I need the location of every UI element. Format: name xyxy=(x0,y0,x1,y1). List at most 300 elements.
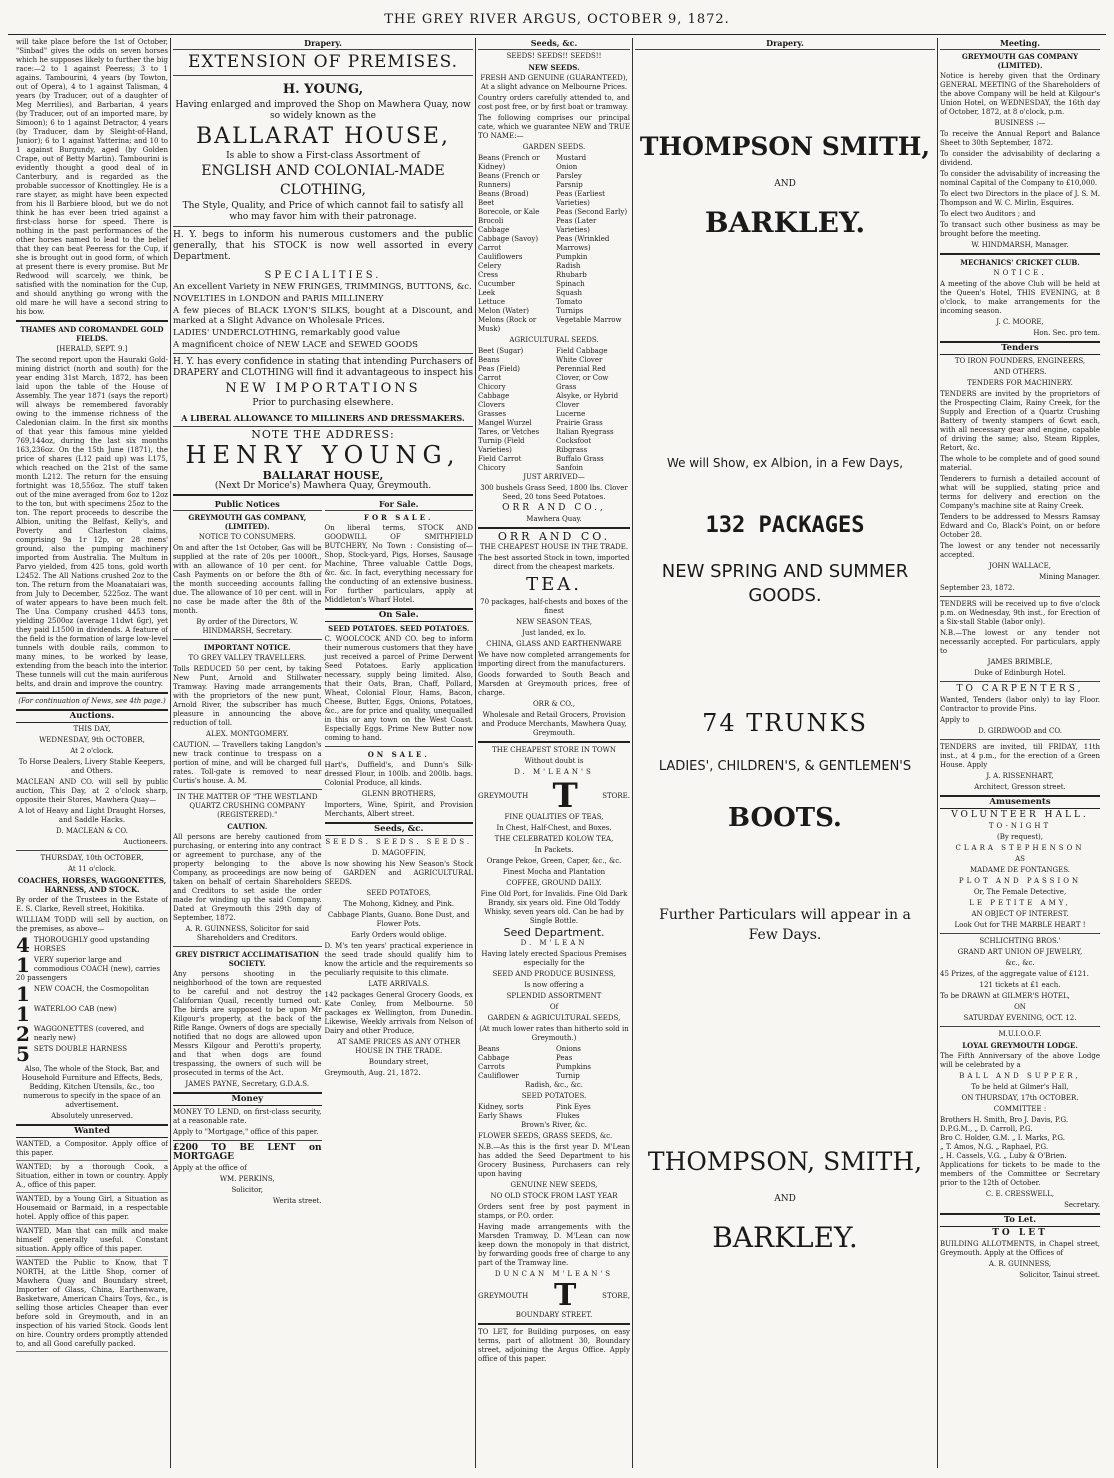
public-notices-heading: Public Notices xyxy=(173,499,322,511)
muioof: M.U.I.O.O.F. xyxy=(998,1030,1042,1038)
garden-seeds-list xyxy=(478,154,630,334)
seed-item: Carrot xyxy=(478,244,502,252)
column-1 xyxy=(16,38,168,1468)
seed-item: Borecole, or Kale xyxy=(478,208,540,216)
late-arrivals-body: 142 packages General Grocery Goods, ex Kate Conley, from Melbourne. 50 packages ex Wellington, from Dunedin. Likewise, Weekly arrivals from Nelson of Dairy and other Produce, xyxy=(324,991,473,1035)
mining-manager: Mining Manager. xyxy=(1039,573,1100,581)
auction2-unreserved: Absolutely unreserved. xyxy=(51,1112,133,1120)
seed-item: Pumpkins xyxy=(556,1063,591,1071)
drapery-heading-4: Drapery. xyxy=(635,38,935,50)
cresswell: C. E. CRESSWELL, xyxy=(985,1190,1055,1198)
auction-to: To Horse Dealers, Livery Stable Keepers, and Others. xyxy=(18,758,166,775)
john-wallace: JOHN WALLACE, xyxy=(989,562,1051,570)
auction2-also: Also, The whole of the Stock, Bar, and Household Furniture and Effects, Beds, Bedding, Kitchen Utensils, &c., too numerous to specify in the space of an advertisement. xyxy=(21,1065,163,1109)
seed-item: Celery xyxy=(478,262,502,270)
to-night: TO-NIGHT xyxy=(988,822,1052,830)
money-solicitor: Solicitor, xyxy=(231,1186,263,1194)
thompson-smith-2: THOMPSON, SMITH, xyxy=(647,1147,923,1176)
grand-art-union: GRAND ART UNION OF JEWELRY, xyxy=(957,948,1083,956)
guinness-title: Solicitor, Tainui street. xyxy=(1019,1271,1100,1279)
gas-meeting-signature: W. HINDMARSH, Manager. xyxy=(971,241,1069,249)
business-item: To elect two Auditors ; and xyxy=(940,210,1036,218)
loyal-body: The Fifth Anniversary of the above Lodge will be celebrated by a xyxy=(940,1052,1100,1069)
money-street: Werita street. xyxy=(272,1197,322,1205)
continued-note: (For continuation of News, see 4th page.) xyxy=(18,697,166,705)
following-comprises: The following comprises our principal cate, which we guarantee NEW and TRUE TO NAME:— xyxy=(478,114,630,140)
seed-item: Beans xyxy=(478,1045,500,1053)
column-2 xyxy=(173,38,473,1468)
young-allowance: A LIBERAL ALLOWANCE TO MILLINERS AND DRESSMAKERS. xyxy=(181,413,465,423)
gas-meeting-body: Notice is hereby given that the Ordinary GENERAL MEETING of the Shareholders of the above Company will be held at Kilgour's Union Hotel, on WEDNESDAY, the 16th day of October, 1872, at 8 o'clock, p.m. xyxy=(940,72,1100,116)
marble-heart: Look Out for THE MARBLE HEART ! xyxy=(954,921,1086,929)
auction-day: THIS DAY, xyxy=(73,725,111,733)
committee-member: „ T. Amos, N.G. „ Raphael, P.G. xyxy=(940,1143,1049,1151)
drapery-heading: Drapery. xyxy=(173,38,473,50)
t-logo-2: T xyxy=(554,1278,577,1313)
magoffin-early: Early Orders would oblige. xyxy=(350,931,447,939)
lot-text: SETS DOUBLE HARNESS xyxy=(33,1045,128,1053)
note-address: NOTE THE ADDRESS: xyxy=(251,428,395,441)
greymouth-label: GREYMOUTH xyxy=(478,791,529,800)
radish: Radish, &c., &c. xyxy=(524,1081,584,1089)
caution-travellers: CAUTION. — Travellers taking Langdon's new track continue to trespass on a portion of mine, and will be charged full rates. Toll-gate is removed to near Curtis's house. A. M. xyxy=(173,741,322,785)
seed-item: Turnip xyxy=(556,1072,580,1080)
to-let-body: BUILDING ALLOTMENTS, in Chapel street, Greymouth. Apply at the Offices of xyxy=(940,1240,1100,1257)
madame-fontanges: MADAME DE FONTANGES. xyxy=(970,866,1070,874)
orders-free: Orders sent free by post payment in stamps, or P.O. order. xyxy=(478,1203,630,1220)
young-stock: H. Y. begs to inform his numerous customers and the public generally, that his STOCK is now well assorted in every Department. xyxy=(173,230,473,262)
seed-item: Beans (French or Kidney) xyxy=(478,154,540,171)
tenders-machinery: TENDERS FOR MACHINERY. xyxy=(967,379,1073,387)
seed-item: Cauliflowers xyxy=(478,253,523,261)
cresswell-title: Secretary. xyxy=(1064,1201,1100,1209)
best-stock: The best assorted Stock in town, imported direct from the cheapest markets. xyxy=(478,554,630,571)
business-item: To elect two Directors in the place of J. S. M. Thompson and W. C. Mirlin, Esquires. xyxy=(940,190,1100,207)
new-seeds: NEW SEEDS. xyxy=(528,63,580,72)
speciality-item: A few pieces of BLACK LYON'S SILKS, bought at a Discount, and marked at a Slight Advance on Wholesale Prices. xyxy=(173,306,473,326)
drawn-at: To be DRAWN at GILMER'S HOTEL, xyxy=(940,992,1070,1000)
money-to-lend: MONEY TO LEND, on first-class security, at a reasonable rate. xyxy=(173,1108,322,1125)
gas-notice: NOTICE TO CONSUMERS. xyxy=(198,533,296,541)
to-let-notice: TO LET, for Building purposes, on easy terms, part of allotment 30, Boundary street, adjoining the Argus Office. Apply office of this paper. xyxy=(478,1328,630,1363)
just-arrived-body: 300 bushels Grass Seed, 1800 lbs. Clover Seed, 20 tons Seed Potatoes. xyxy=(480,484,628,501)
in-chest: In Chest, Half-Chest, and Boxes. xyxy=(496,824,612,832)
seed-item: Italian Ryegrass xyxy=(556,428,614,436)
orr-co-3: ORR & CO., xyxy=(532,700,576,708)
seed-item: Chicory xyxy=(478,464,506,472)
same-prices: AT SAME PRICES AS ANY OTHER HOUSE IN THE TRADE. xyxy=(337,1038,461,1055)
seed-item: White Clover xyxy=(556,356,603,364)
seed-item: Carrot xyxy=(478,374,502,382)
magoffin-potatoes-3: Cabbage Plants, Guano. Bone Dust, and Flower Pots. xyxy=(327,911,470,928)
auction2-title: COACHES, HORSES, WAGGONETTES, HARNESS, AND STOCK. xyxy=(17,876,167,894)
fresh-genuine: FRESH AND GENUINE (GUARANTEED), At a slight advance on Melbourne Prices. xyxy=(480,74,628,91)
seed-item: Chicory xyxy=(478,383,506,391)
tenders-date: September 23, 1872. xyxy=(940,584,1015,592)
gas-signature: By order of the Directors, W. HINDMARSH, Secretary. xyxy=(196,618,299,635)
column-4 xyxy=(635,38,935,1468)
orange-pekoe: Orange Pekoe, Green, Caper, &c., &c. xyxy=(486,857,622,865)
auction-lot xyxy=(16,985,168,1003)
young-prior: Prior to purchasing elsewhere. xyxy=(252,398,394,408)
seed-item: Beet (Sugar) xyxy=(478,347,524,355)
to-let-heading: To Let. xyxy=(940,1213,1100,1227)
westland-caution: CAUTION. xyxy=(227,822,268,831)
column-rule xyxy=(170,38,171,1468)
tenders-stable: TENDERS will be received up to five o'clock p.m. on Wednesday, 9th inst., for Erection of a Six-stall Stable (labor only). xyxy=(940,600,1100,626)
orr-co-body: Wholesale and Retail Grocers, Provision and Produce Merchants, Mawhera Quay, Greymouth. xyxy=(481,711,627,737)
seed-item: Parsley xyxy=(556,172,582,180)
seed-item: Cress xyxy=(478,271,499,279)
wanted-ad: WANTED, Man that can milk and make himself generally useful. Constant situation. Apply office of this paper. xyxy=(16,1227,168,1257)
no-old-stock: NO OLD STOCK FROM LAST YEAR xyxy=(490,1192,618,1200)
seed-item: Peas (Earliest Varieties) xyxy=(556,190,605,207)
lot-count: 1 xyxy=(16,1005,30,1023)
late-arrivals: LATE ARRIVALS. xyxy=(368,980,430,988)
seed-item: Peas (Field) xyxy=(478,365,520,373)
seed-item: Peas (Later Varieties) xyxy=(556,217,597,234)
rissenhart: J. A. RISSENHART, xyxy=(986,772,1054,780)
seed-item: Field Carrot xyxy=(478,455,522,463)
and-2: AND xyxy=(774,1194,796,1204)
girdwood: D. GIRDWOOD and CO. xyxy=(978,727,1062,735)
seed-item: Sanfoin xyxy=(556,464,584,472)
auction-date: WEDNESDAY, 9th OCTOBER, xyxy=(39,736,145,744)
committee-member: „ H. Cassels, V.G. „ Luby & O'Brien. xyxy=(940,1152,1067,1160)
and-1: AND xyxy=(774,179,796,189)
in-packets: In Packets. xyxy=(534,846,574,854)
to-carpenters: TO CARPENTERS, xyxy=(956,684,1084,694)
mechanics-cricket: MECHANICS' CRICKET CLUB. xyxy=(960,258,1080,267)
seed-item: Vegetable Marrow xyxy=(556,316,622,324)
column-rule xyxy=(475,38,476,1468)
business-item: To receive the Annual Report and Balance Sheet to 30th September, 1872. xyxy=(940,130,1100,147)
lot-count: 5 xyxy=(16,1045,30,1063)
of-label: Of xyxy=(549,1003,559,1011)
business-item: To consider the advisability of increasing the nominal Capital of the Company to £10,000. xyxy=(940,170,1100,187)
t-logo: T xyxy=(552,776,578,816)
tickets: 121 tickets at £1 each. xyxy=(979,981,1061,989)
gilmers-hall: To be held at Gilmer's Hall, xyxy=(971,1083,1069,1091)
seed-item: Pink Eyes xyxy=(556,1103,591,1111)
business-label: BUSINESS :— xyxy=(994,119,1046,127)
seed-item: Carrots xyxy=(478,1063,505,1071)
new-importations: NEW IMPORTATIONS xyxy=(225,381,421,396)
seed-item: Buffalo Grass xyxy=(556,455,604,463)
seed-item: Spinach xyxy=(556,280,585,288)
boundary-street-3: BOUNDARY STREET. xyxy=(515,1311,593,1319)
young-style: The Style, Quality, and Price of which cannot fail to satisfy all who may favor him with their patronage. xyxy=(182,201,464,222)
wanted-ad: WANTED, by a Young Girl, a Situation as Housemaid or Barmaid, in a respectable hotel. Apply office of this paper. xyxy=(16,1195,168,1225)
seeds-heading-3: Seeds, &c. xyxy=(478,38,630,50)
iron-founders: TO IRON FOUNDERS, ENGINEERS, xyxy=(954,357,1086,365)
auction2-body: WILLIAM TODD will sell by auction, on the premises, as above— xyxy=(16,916,168,933)
object-interest: AN OBJECT OF INTEREST. xyxy=(971,910,1069,918)
wanted-ad: WANTED the Public to Know, that T NORTH, at the Little Shop, corner of Mawhera Quay and Boundary street, Importer of Glass, China, Earthenware, Basketware, American Chairs Toys, &c., is selling those articles Cheaper than ever before sold in Greymouth, and in an inspection of his varied Stock. Goods lent on hire. Country orders promptly attended to, and all Good carefully packed. xyxy=(16,1259,168,1352)
tenders-address: Tenders to be addressed to Messrs Ramsay Edward and Co, Black's Point, on or before October 28. xyxy=(940,513,1100,539)
committee-label: COMMITTEE : xyxy=(993,1105,1047,1113)
westland-matter: IN THE MATTER OF "THE WESTLAND QUARTZ CRUSHING COMPANY (REGISTERED)." xyxy=(177,793,318,819)
glenn-brothers: GLENN BROTHERS, xyxy=(361,790,436,798)
volunteer-hall: VOLUNTEER HALL. xyxy=(951,810,1089,820)
tenders-lowest: The lowest or any tender not necessarily accepted. xyxy=(940,542,1100,559)
tenders-greenhouse: TENDERS are invited, till FRIDAY, 11th inst., at 4 p.m., for the erection of a Green House. Apply xyxy=(940,743,1100,769)
seed-item: Lettuce xyxy=(478,298,505,306)
auction-signature: D. MACLEAN & CO. xyxy=(56,827,128,835)
seed-item: Mustard xyxy=(556,154,587,162)
seed-item: Onion xyxy=(556,163,578,171)
magoffin: D. MAGOFFIN, xyxy=(371,849,426,857)
trunks: 74 TRUNKS xyxy=(702,709,868,737)
seed-item: Peas (Second Early) xyxy=(556,208,628,216)
dept-body: Having lately erected Spacious Premises especially for the xyxy=(481,950,627,967)
seed-item: Cabbage (Savoy) xyxy=(478,235,539,243)
seed-item: Prairie Grass xyxy=(556,419,603,427)
acclimatisation-body: Any persons shooting in the neighborhood of the town are requested to be careful and not destroy the Californian Quail, recently turned out. The birds are supposed to be upon Mr Kilgour's property, at the back of the Rifle Range. Owners of dogs are specially notified that no dogs are allowed upon Messrs Kilgour and Perotti's property, and that when dogs are found trespassing, the owners of such will be prosecuted in terms of the Act. xyxy=(173,970,322,1077)
petite-amy: LE PETITE AMY, xyxy=(969,899,1071,907)
clara-stephenson: CLARA STEPHENSON xyxy=(955,844,1085,852)
lot-text: VERY superior large and commodious COACH (new), carries 20 passengers xyxy=(16,956,160,982)
gas-company-meeting: GREYMOUTH GAS COMPANY (LIMITED). xyxy=(961,52,1079,70)
specialities: SPECIALITIES. xyxy=(264,270,382,281)
young-confidence: H. Y. has every confidence in stating that intending Purchasers of DRAPERY and CLOTHING will find it advantageous to inspect his xyxy=(173,357,473,378)
seed-item: Pumpkin xyxy=(556,253,588,261)
thursday-october: ON THURSDAY, 17th OCTOBER. xyxy=(961,1094,1079,1102)
wanted-ad: WANTED; by a thorough Cook, a Situation, either in town or country. Apply A., office of this paper. xyxy=(16,1163,168,1193)
seed-item: Turnip (Field Varieties) xyxy=(478,437,525,454)
important-body: Tolls REDUCED 50 per cent, by taking New Punt, Arnold and Stillwater Tramway. Having made arrangements with the proprietors of the new punt, Arnold River, the subscriber has much pleasure in announcing the above reduction of toll. xyxy=(173,665,322,727)
we-will-show: We will Show, ex Albion, in a Few Days, xyxy=(666,456,904,470)
woolcock-body: C. WOOLCOCK AND CO. beg to inform their numerous customers that they have just received a parcel of Prime Derwent Seed Potatoes. Early application necessary, supply being limited. Also, that their Oats, Bran, Chaff, Pollard, Wheat, Colonial Flour, Hams, Bacon, Cheese, Butter, Eggs, Onions, Potatoes, &c., are for price and quality, unequalled in this or any town on the West Coast. Especially Eggs. Prime New Butter now coming to hand. xyxy=(324,635,473,742)
lot-count: 1 xyxy=(16,985,30,1003)
loyal-lodge: LOYAL GREYMOUTH LODGE. xyxy=(962,1041,1078,1050)
money-200: £200 TO BE LENT on MORTGAGE xyxy=(173,1143,322,1162)
female-detective: Or, The Female Detective, xyxy=(973,888,1067,896)
on-sale-heading: On Sale. xyxy=(325,608,474,622)
browns-river: Brown's River, &c. xyxy=(521,1121,587,1129)
glenn-body: Importers, Wine, Spirit, and Provision Merchants, Albert street. xyxy=(324,801,473,818)
seed-potatoes-title: SEED POTATOES. SEED POTATOES. xyxy=(328,624,470,633)
lot-text: WATERLOO CAB (new) xyxy=(33,1005,117,1013)
seed-item: Ribgrass xyxy=(556,446,588,454)
agricultural-seeds: AGRICULTURAL SEEDS. xyxy=(509,336,599,344)
auction-time: At 2 o'clock. xyxy=(70,747,114,755)
seeds-title: SEEDS. SEEDS. SEEDS. xyxy=(325,838,473,846)
store-label-2: STORE, xyxy=(602,1291,630,1300)
seed-item: Rhubarb xyxy=(556,271,587,279)
important-to: TO GREY VALLEY TRAVELLERS. xyxy=(188,654,307,662)
seed-item: Cabbage xyxy=(478,226,510,234)
schlichting: SCHLICHTING BROS.' xyxy=(979,937,1061,945)
seed-item: Cucumber xyxy=(478,280,515,288)
henry-young: HENRY YOUNG, xyxy=(185,441,461,469)
barkley-2: BARKLEY. xyxy=(712,1221,858,1254)
money-apply-office: Apply at the office of xyxy=(173,1164,247,1172)
seed-item: Tomato xyxy=(556,298,583,306)
as-label: AS xyxy=(1015,855,1025,863)
lot-count: 1 xyxy=(16,956,30,977)
garden-agricultural: GARDEN & AGRICULTURAL SEEDS, xyxy=(487,1014,621,1022)
westland-body: All persons are hereby cautioned from purchasing, or entering into any contract or agreement to purchase, any of the property belonging to the above Company, as proceedings are now being taken on behalf of certain Shareholders and Creditors to set aside the order made for winding up the said Company. Dated at Greymouth this 29th day of September, 1872. xyxy=(173,833,322,922)
seed-item: Peas (Wrinkled Marrows) xyxy=(556,235,610,252)
seed-item: Early Shaws xyxy=(478,1112,523,1120)
seed-item: Alsyke, or Hybrid Clover xyxy=(556,392,619,409)
goods-forwarded: Goods forwarded to South Beach and Marsden at Greymouth prices, free of charge. xyxy=(478,671,630,697)
seed-item: Cauliflower xyxy=(478,1072,519,1080)
potato-list xyxy=(478,1103,630,1121)
james-brimble: JAMES BRIMBLE, xyxy=(987,658,1053,666)
money-apply: Apply to "Mortgage," office of this paper. xyxy=(173,1128,319,1136)
seed-potatoes: SEED POTATOES. xyxy=(521,1092,587,1100)
on-label: ON xyxy=(1014,1003,1026,1011)
mechanics-signature-2: Hon. Sec. pro tem. xyxy=(1033,329,1100,337)
important-signature: ALEX. MONTGOMERY. xyxy=(205,730,289,738)
seed-item: Tares, or Vetches xyxy=(478,428,540,436)
auction-body: MACLEAN AND CO. will sell by public auction, This Day, at 2 o'clock sharp, opposite their Stores, Mawhera Quay— xyxy=(16,778,168,804)
without-doubt: Without doubt is xyxy=(524,757,584,765)
seed-item: Beans (Broad) xyxy=(478,190,529,198)
h-young: H. YOUNG, xyxy=(282,82,364,97)
seed-item: Kidney, sorts xyxy=(478,1103,524,1111)
china-glass: CHINA, GLASS AND EARTHENWARE xyxy=(486,640,622,648)
westland-signature: A. R. GUINNESS, Solicitor for said Shareholders and Creditors. xyxy=(185,925,310,942)
lot-text: THOROUGHLY good upstanding HORSES xyxy=(33,936,150,953)
seed-item: Radish xyxy=(556,262,581,270)
auction-item: A lot of Heavy and Light Draught Horses, and Saddle Hacks. xyxy=(18,807,166,824)
magoffin-body: Is now showing his New Season's Stock of GARDEN and AGRICULTURAL SEEDS. xyxy=(324,860,473,886)
young-intro: Having enlarged and improved the Shop on Mawhera Quay, now so widely known as the xyxy=(175,100,471,121)
seed-item: Melon (Water) xyxy=(478,307,530,315)
duncan-mclean: DUNCAN M'LEAN'S xyxy=(494,1270,614,1278)
auction-lot xyxy=(16,1045,168,1063)
seeds-banner: SEEDS! SEEDS!! SEEDS!! xyxy=(506,52,602,60)
seed-item: Brocoli xyxy=(478,217,504,225)
magoffin-potatoes-2: The Mohong, Kidney, and Pink. xyxy=(343,900,454,908)
on-sale-body: Hart's, Duffield's, and Dunn's Silk-dressed Flour, in 100lb. and 200lb. bags. Colonial Produce, all kinds. xyxy=(324,761,473,787)
seed-list xyxy=(478,1045,630,1081)
seed-item: Cocksfoot xyxy=(556,437,592,445)
d-mclean-2: D. M'LEAN xyxy=(520,939,588,947)
business-list xyxy=(940,130,1100,239)
tramway: Having made arrangements with the Marsden Tramway, D. M'Lean can now keep down the monopoly in that district, by forwarding goods free of charge to any part of the Tramway line. xyxy=(478,1223,630,1267)
fine-teas: FINE QUALITIES OF TEAS, xyxy=(504,813,604,821)
on-sale-title: ON SALE. xyxy=(367,750,430,759)
prizes: 45 Prizes, of the aggregate value of £121. xyxy=(940,970,1089,978)
english-colonial: ENGLISH AND COLONIAL-MADE xyxy=(201,163,445,179)
magoffin-potatoes: SEED POTATOES, xyxy=(366,889,432,897)
tenders-heading: Tenders xyxy=(940,341,1100,355)
country-orders: Country orders carefully attended to, and cost post free, or by first boat or tramway. xyxy=(478,94,630,111)
duke-edinburgh: Duke of Edinburgh Hotel. xyxy=(974,669,1066,677)
mechanics-body: A meeting of the above Club will be held at the Queen's Hotel, THIS EVENING, at 8 o'clock, to make arrangements for the incoming season. xyxy=(940,280,1100,315)
for-sale-title: FOR SALE. xyxy=(363,513,434,522)
guinness: A. R. GUINNESS, xyxy=(988,1260,1052,1268)
etc: &c., &c. xyxy=(1005,959,1035,967)
money-heading: Money xyxy=(173,1092,322,1106)
seed-item: Melons (Rock or Musk) xyxy=(478,316,537,333)
seed-item: Clovers xyxy=(478,401,505,409)
clothing: CLOTHING, xyxy=(280,182,366,198)
splendid-assortment: SPLENDID ASSORTMENT xyxy=(506,992,602,1000)
extension-title: EXTENSION OF PREMISES. xyxy=(187,52,459,72)
mclean-nb: N.B.—As this is the first year D. M'Lean has added the Seed Department to his Grocery Business, Purchasers can rely upon having xyxy=(478,1143,630,1178)
tenders-tenderers: Tenderers to furnish a detailed account of what will be supplied, stating price and terms for delivery and erection on the Company's machine site at Rainy Creek. xyxy=(940,475,1100,510)
speciality-item: NOVELTIES in LONDON and PARIS MILLINERY xyxy=(173,294,384,304)
young-address: (Next Dr Morice's) Mawhera Quay, Greymouth. xyxy=(214,481,432,491)
seed-item: Beet xyxy=(478,199,495,207)
thames-source: [HERALD, SEPT. 9.] xyxy=(56,345,128,353)
auction2-time: At 11 o'clock. xyxy=(67,865,116,873)
china-body: We have now completed arrangements for importing direct from the manufacturers. xyxy=(478,651,630,668)
seed-item: Turnips xyxy=(556,307,584,315)
lower-rates: (At much lower rates than hitherto sold in Greymouth.) xyxy=(479,1025,629,1042)
barkley: BARKLEY. xyxy=(704,206,866,239)
wanted-ad: WANTED, a Compositor. Apply office of this paper. xyxy=(16,1140,168,1161)
flower-seeds: FLOWER SEEDS, GRASS SEEDS, &c. xyxy=(478,1132,613,1140)
gas-company: GREYMOUTH GAS COMPANY, (LIMITED). xyxy=(188,513,307,531)
amusements-heading: Amusements xyxy=(940,795,1100,809)
auction-lots xyxy=(16,936,168,1063)
new-spring-summer: NEW SPRING AND SUMMER xyxy=(661,561,909,582)
kolow-tea: THE CELEBRATED KOLOW TEA, xyxy=(494,835,614,843)
garden-seeds: GARDEN SEEDS. xyxy=(522,143,586,151)
committee-member: D.P.G.M., „ D. Carroll, P.G. xyxy=(940,1125,1033,1133)
boundary-street: Boundary street, xyxy=(368,1058,429,1066)
column-rule xyxy=(632,38,633,1468)
mechanics-signature: J. C. MOORE, xyxy=(996,318,1044,326)
coffee: COFFEE, GROUND DAILY. xyxy=(506,879,602,887)
seed-item: Field Cabbage xyxy=(556,347,608,355)
specialities-list xyxy=(173,282,473,350)
seed-department: Seed Department. xyxy=(503,926,605,939)
auction-lot xyxy=(16,936,168,954)
orr-and-co: ORR AND CO., xyxy=(502,503,606,513)
meeting-heading: Meeting. xyxy=(940,38,1100,50)
magoffin-experience: D. M's ten years' practical experience in the seed trade should qualify him to know the article and the requirements so peculiarly requisite to this climate. xyxy=(324,942,473,977)
carpenters-body: Wanted, Tenders (labor only) to lay Floor. Contractor to provide Pins. xyxy=(940,696,1100,713)
racing-article: will take place before the 1st of October, "Sinbad" gives the odds on seven horses which he supposes likely to further the big race:—2 to 1 against Peeress; 3 to 1 agains. Tambourini, 4 years (by Towton, out of Opera), 4 to 1 against Talisman, 4 years (by Traducer, out of a daughter of Meg Merrilies), and Barbarian, 4 years (by Traducer, out of an imported mare, by Simoon); 6 to 1 against Detractor, 4 years (by Traducer, dam by Sleight-of-Hand, Junior); 6 to 1 against Yatterina; and 10 to 1 against Burgundy, aged (by Golden Crape, out of Betty Martin). Tambourini is evidently thought a good deal of in Canterbury, and is regarded as the probable successor of Knottingley. He is a rare stayer, as might have been expected from his ll Barbiere blood, but we do not think he has ever been tried against a first-class horse for speed. There is nothing in the past performances of the other horses named to lead to the belief that they can beat Peeress for the Cup, if she is brought out in good form, of which at present there is every promise. But Mr Redwood will scarcely, we think, be satisfied with the nomination for the Cup, and should anything go wrong with the old mare he will have a second string to his bow. xyxy=(16,38,168,316)
cheapest-store: THE CHEAPEST STORE IN TOWN xyxy=(492,746,616,754)
seed-business: SEED AND PRODUCE BUSINESS, xyxy=(492,970,616,978)
cheapest-house: THE CHEAPEST HOUSE IN THE TRADE. xyxy=(479,543,629,551)
seed-item: Squash xyxy=(556,289,583,297)
genuine-new-seeds: GENUINE NEW SEEDS, xyxy=(510,1181,598,1189)
seed-item: Grasses xyxy=(478,410,507,418)
lot-text: WAGGONETTES (covered, and nearly new) xyxy=(33,1025,145,1042)
auction-lot xyxy=(16,956,168,983)
seed-item: Peas xyxy=(556,1054,573,1062)
ballarat-house-2: BALLARAT HOUSE, xyxy=(262,469,384,482)
ball-supper: BALL AND SUPPER, xyxy=(959,1072,1081,1080)
seeds-heading: Seeds, &c. xyxy=(325,822,474,836)
business-item: To consider the advisability of declaring a dividend. xyxy=(940,150,1100,167)
auction2-date: THURSDAY, 10th OCTOBER, xyxy=(40,854,144,862)
agricultural-seeds-list xyxy=(478,347,630,473)
just-arrived: JUST ARRIVED— xyxy=(523,473,585,481)
saturday-evening: SATURDAY EVENING, OCT. 12. xyxy=(963,1014,1077,1022)
auction-signature-title: Auctioneers. xyxy=(123,838,168,846)
now-offering: Is now offering a xyxy=(524,981,584,989)
thompson-smith: THOMPSON SMITH, xyxy=(639,132,931,161)
seed-item: Cabbage xyxy=(478,1054,510,1062)
auctions-heading: Auctions. xyxy=(16,709,168,723)
important-notice: IMPORTANT NOTICE. xyxy=(203,643,291,652)
seed-item: Beans xyxy=(478,356,500,364)
seed-item: Beans (French or Runners) xyxy=(478,172,540,189)
auction2-order: By order of the Trustees in the Estate of E. S. Clarke, Revell street, Hokitika. xyxy=(16,896,168,913)
young-supply: Is able to show a First-class Assortment of xyxy=(226,151,420,161)
gas-body: On and after the 1st October, Gas will be supplied at the rate of 20s per 1000ft., with an allowance of 10 per cent. for Cash Payments on or before the 8th of the month succeeding accounts falling due. The allowance of 10 per cent. will in no case be made after the 8th of the month. xyxy=(173,544,322,615)
